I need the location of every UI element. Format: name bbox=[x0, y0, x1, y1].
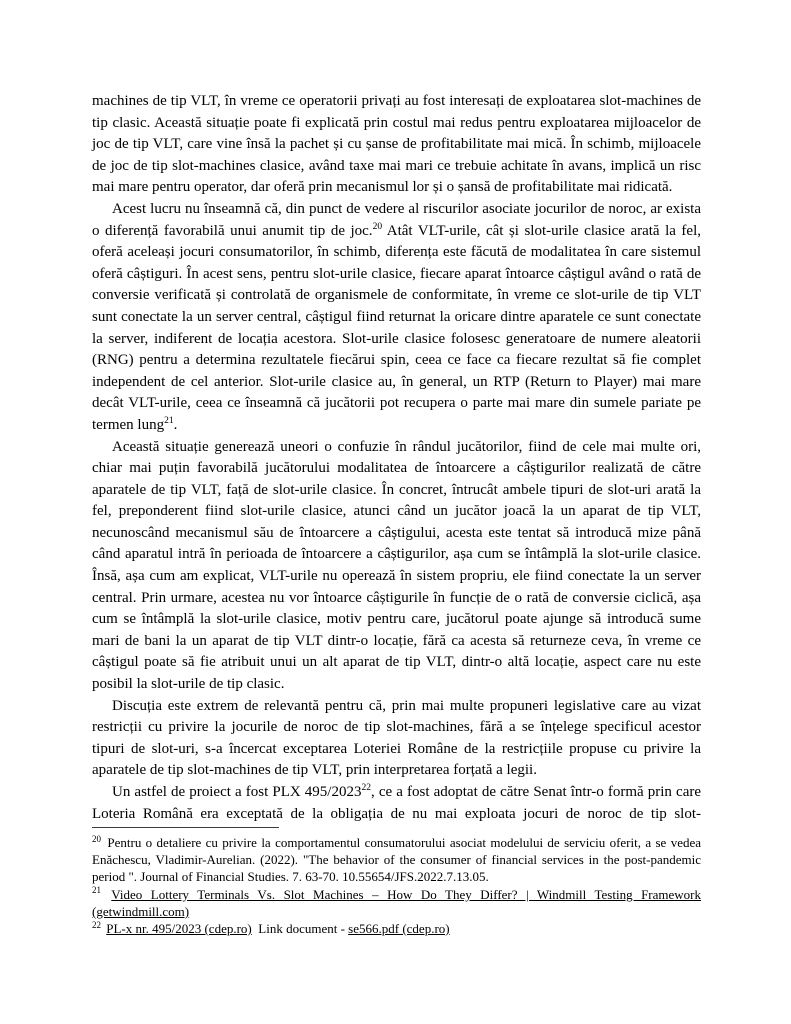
footnote bbox=[92, 834, 701, 886]
paragraph bbox=[92, 91, 701, 199]
footnote bbox=[92, 886, 701, 920]
footnote-ref: 20 bbox=[372, 221, 383, 232]
footnote-ref: 21 bbox=[164, 415, 174, 426]
text-run: Acest lucru nu înseamnă că, din punct de vedere al riscurilor asociate jocurilor de noroc, ar exista o diferență favorabilă unui anumit tip de joc. bbox=[92, 200, 701, 239]
footnote-text: Link document - bbox=[251, 921, 349, 937]
text-run: machines de tip VLT, în vreme ce operatorii privați au fost interesați de exploatarea slot-machines de tip clasic. Această situație poate fi explicată prin costul mai redus pentru exploatarea mijloacelor de joc de tip VLT, care vine însă la pachet și cu șanse de profitabilitate mai mică. În schimb, mijloacele de joc de tip slot-machines clasice, având taxe mai mari ce trebuie achitate în avans, implică un risc mai mare pentru operator, dar oferă prin mecanismul lor și o șansă de profitabilitate mai ridicată. bbox=[92, 93, 701, 196]
text-run: Discuția este extrem de relevantă pentru că, prin mai multe propuneri legislative care au vizat restricții cu privire la jocurile de noroc de tip slot-machines, fără a se înțelege specificul acestor tipuri de slot-uri, s-a încercat exceptarea Loteriei Române de la restricțiile propuse cu privire la aparatele de tip slot-machines de tip VLT, prin interpretarea forțată a legii. bbox=[92, 697, 701, 779]
footnote-link[interactable]: PL-x nr. 495/2023 (cdep.ro) bbox=[106, 921, 252, 937]
footnote-number: 21 bbox=[92, 885, 101, 896]
footnote-text: Pentru o detaliere cu privire la comportamentul consumatorului asociat modelului de serviciu oferit, a se vedea Enăchescu, Vladimir-Aurelian. (2022). "The behavior of the consumer of financial services in the post-pandemic period ". Journal of Financial Studies. 7. 63-70. 10.55654/JFS.2022.7.13.05. bbox=[92, 835, 702, 885]
footnote-number: 20 bbox=[92, 833, 101, 844]
document-body bbox=[92, 91, 701, 825]
footnote-link[interactable]: Video Lottery Terminals Vs. Slot Machines – How Do They Differ? | Windmill Testing Framework (getwindmill.com) bbox=[92, 886, 701, 919]
paragraph bbox=[92, 782, 701, 825]
text-run: Această situație generează uneori o confuzie în rândul jucătorilor, fiind de cele mai multe ori, chiar mai puțin favorabilă jucătorului modalitatea de întoarcere a câștigurilor realizată de către aparatele de tip VLT, față de slot-urile clasice. În concret, întrucât ambele tipuri de slot-uri arată la fel, preponderent fiind slot-urile clasice, atunci când un jucător joacă la un aparat de tip VLT, necunoscând mecanismul său de întoarcere a câștigului, acesta este tentat să introducă mize până când aparatul intră în perioada de întoarcere a câștigurilor, așa cum se întâmplă la slot-urile clasice. Însă, așa cum am explicat, VLT-urile nu operează în sistem propriu, ele fiind conectate la un server central. Prin urmare, acestea nu vor întoarce câștigurile în funcție de o rată de conversie ciclică, așa cum se întâmplă la slot-urile clasice, motiv pentru care, jucătorul poate ajunge să introducă sume mari de bani la un aparat de tip VLT dintr-o locație, fără ca acesta să returneze ceva, în vreme ce câștigul poate să fie atribuit unui un alt aparat de tip VLT, dintr-o altă locație, aspect care nu este posibil la slot-urile de tip clasic. bbox=[92, 438, 701, 693]
paragraph bbox=[92, 696, 701, 782]
footnote-separator bbox=[92, 827, 279, 828]
text-run: , ce a fost adoptat de către Senat într-o formă prin care Loteria Română era exceptată de la obligația de nu mai exploata jocuri de noroc de tip slot- bbox=[92, 784, 702, 822]
footnotes-section bbox=[92, 827, 701, 937]
paragraph bbox=[92, 437, 701, 696]
text-run: Un astfel de proiect a fost PLX 495/2023 bbox=[112, 784, 362, 800]
footnote-number: 22 bbox=[92, 919, 101, 930]
footnote-list bbox=[92, 834, 701, 937]
text-run: . bbox=[173, 416, 178, 433]
footnote bbox=[92, 920, 701, 937]
footnote-link[interactable]: se566.pdf (cdep.ro) bbox=[348, 921, 450, 937]
paragraph bbox=[92, 199, 701, 437]
text-run: Atât VLT-urile, cât și slot-urile clasice arată la fel, oferă aceleași jocuri consumatorilor, în schimb, diferența este făcută de modalitatea în care sistemul oferă câștiguri. În acest sens, pentru slot-urile clasice, fiecare aparat întoarce câștigul având o rată de conversie verificată și controlată de organismele de conformitate, în vreme ce slot-urile de tip VLT sunt conectate la un server central, câștigul fiind returnat la oricare dintre aparatele ce sunt conectate la server, indiferent de locația acestora. Slot-urile clasice folosesc generatoare de numere aleatorii (RNG) pentru a determina rezultatele fiecărui spin, ceea ce face ca fiecare rezultat să fie complet independent de cel anterior. Slot-urile clasice au, în general, un RTP (Return to Player) mai mare decât VLT-urile, ceea ce înseamnă că jucătorii pot recupera o parte mai mare din sumele pariate pe termen lung bbox=[92, 222, 701, 433]
footnote-ref: 22 bbox=[361, 783, 371, 793]
